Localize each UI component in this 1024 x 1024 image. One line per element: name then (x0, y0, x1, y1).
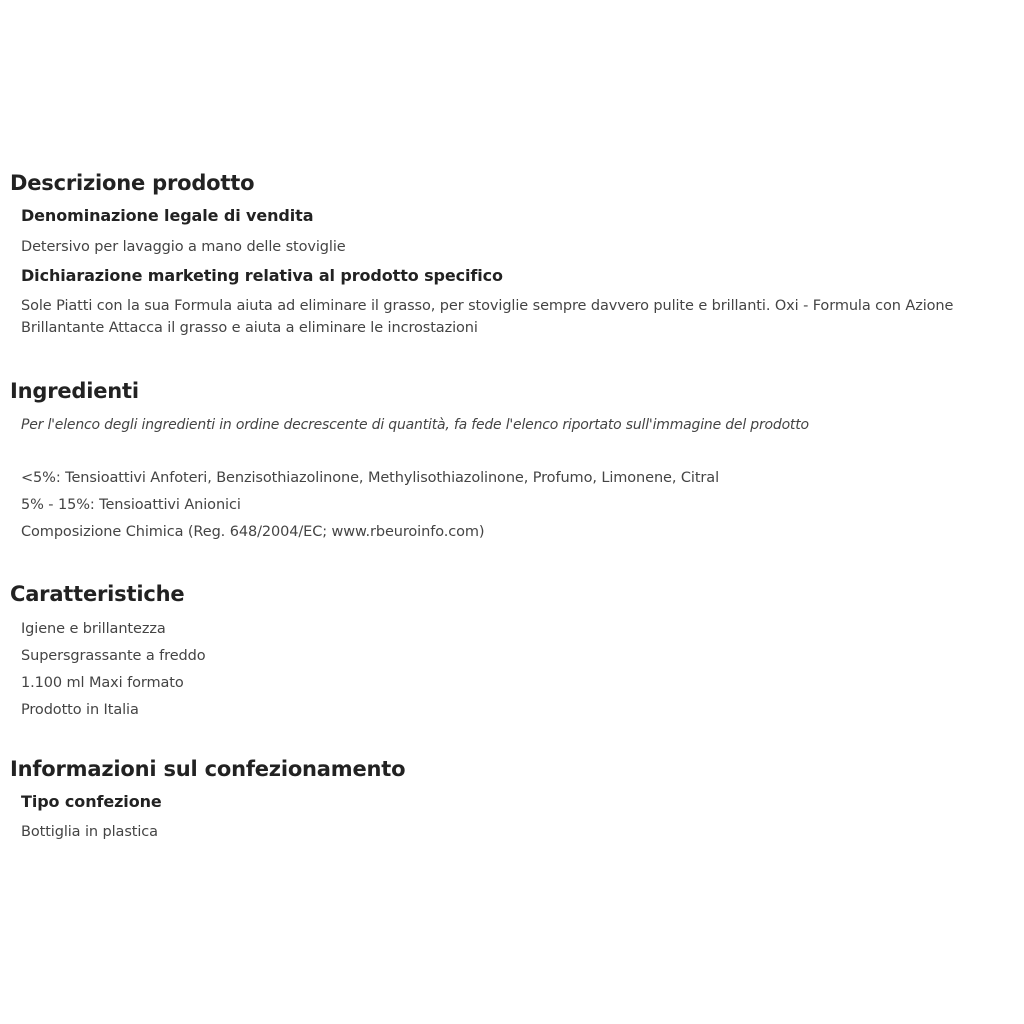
ingredienti-line: Composizione Chimica (Reg. 648/2004/EC; www.rbeuroinfo.com) (21, 524, 485, 540)
denominazione-block (21, 205, 1014, 258)
marketing-text-line-1: Sole Piatti con la sua Formula aiuta ad eliminare il grasso, per stoviglie sempre davvero pulite e brillanti. Oxi - Formula con Azione (21, 298, 954, 314)
section-caratteristiche (10, 581, 1014, 724)
marketing-text-line-2: Brillantante Attacca il grasso e aiuta a eliminare le incrostazioni (21, 320, 478, 336)
section-title-ingredienti: Ingredienti (10, 379, 139, 403)
section-confezionamento (10, 756, 1014, 843)
ingredienti-note: Per l'elenco degli ingredienti in ordine decrescente di quantità, fa fede l'elenco riportato sull'immagine del prodotto (21, 417, 809, 433)
section-title-descrizione: Descrizione prodotto (10, 171, 255, 195)
caratteristiche-list (21, 616, 1014, 724)
caratteristiche-item: Supersgrassante a freddo (21, 648, 206, 664)
tipo-confezione-block (21, 791, 1014, 843)
tipo-confezione-text: Bottiglia in plastica (21, 824, 158, 840)
caratteristiche-item: Prodotto in Italia (21, 702, 139, 718)
ingredienti-line: <5%: Tensioattivi Anfoteri, Benzisothiazolinone, Methylisothiazolinone, Profumo, Limonene, Citral (21, 470, 720, 486)
ingredienti-list (21, 465, 1014, 546)
caratteristiche-item: Igiene e brillantezza (21, 621, 166, 637)
tipo-confezione-title: Tipo confezione (21, 792, 162, 811)
section-ingredienti (10, 378, 1014, 546)
denominazione-title: Denominazione legale di vendita (21, 206, 314, 225)
ingredienti-block (21, 414, 1014, 546)
marketing-title: Dichiarazione marketing relativa al prodotto specifico (21, 266, 503, 285)
section-title-confezionamento: Informazioni sul confezionamento (10, 757, 406, 781)
section-descrizione (10, 170, 1014, 339)
section-title-caratteristiche: Caratteristiche (10, 582, 185, 606)
denominazione-text: Detersivo per lavaggio a mano delle stoviglie (21, 239, 346, 255)
ingredienti-line: 5% - 15%: Tensioattivi Anionici (21, 497, 241, 513)
marketing-block (21, 265, 1014, 339)
caratteristiche-item: 1.100 ml Maxi formato (21, 675, 184, 691)
